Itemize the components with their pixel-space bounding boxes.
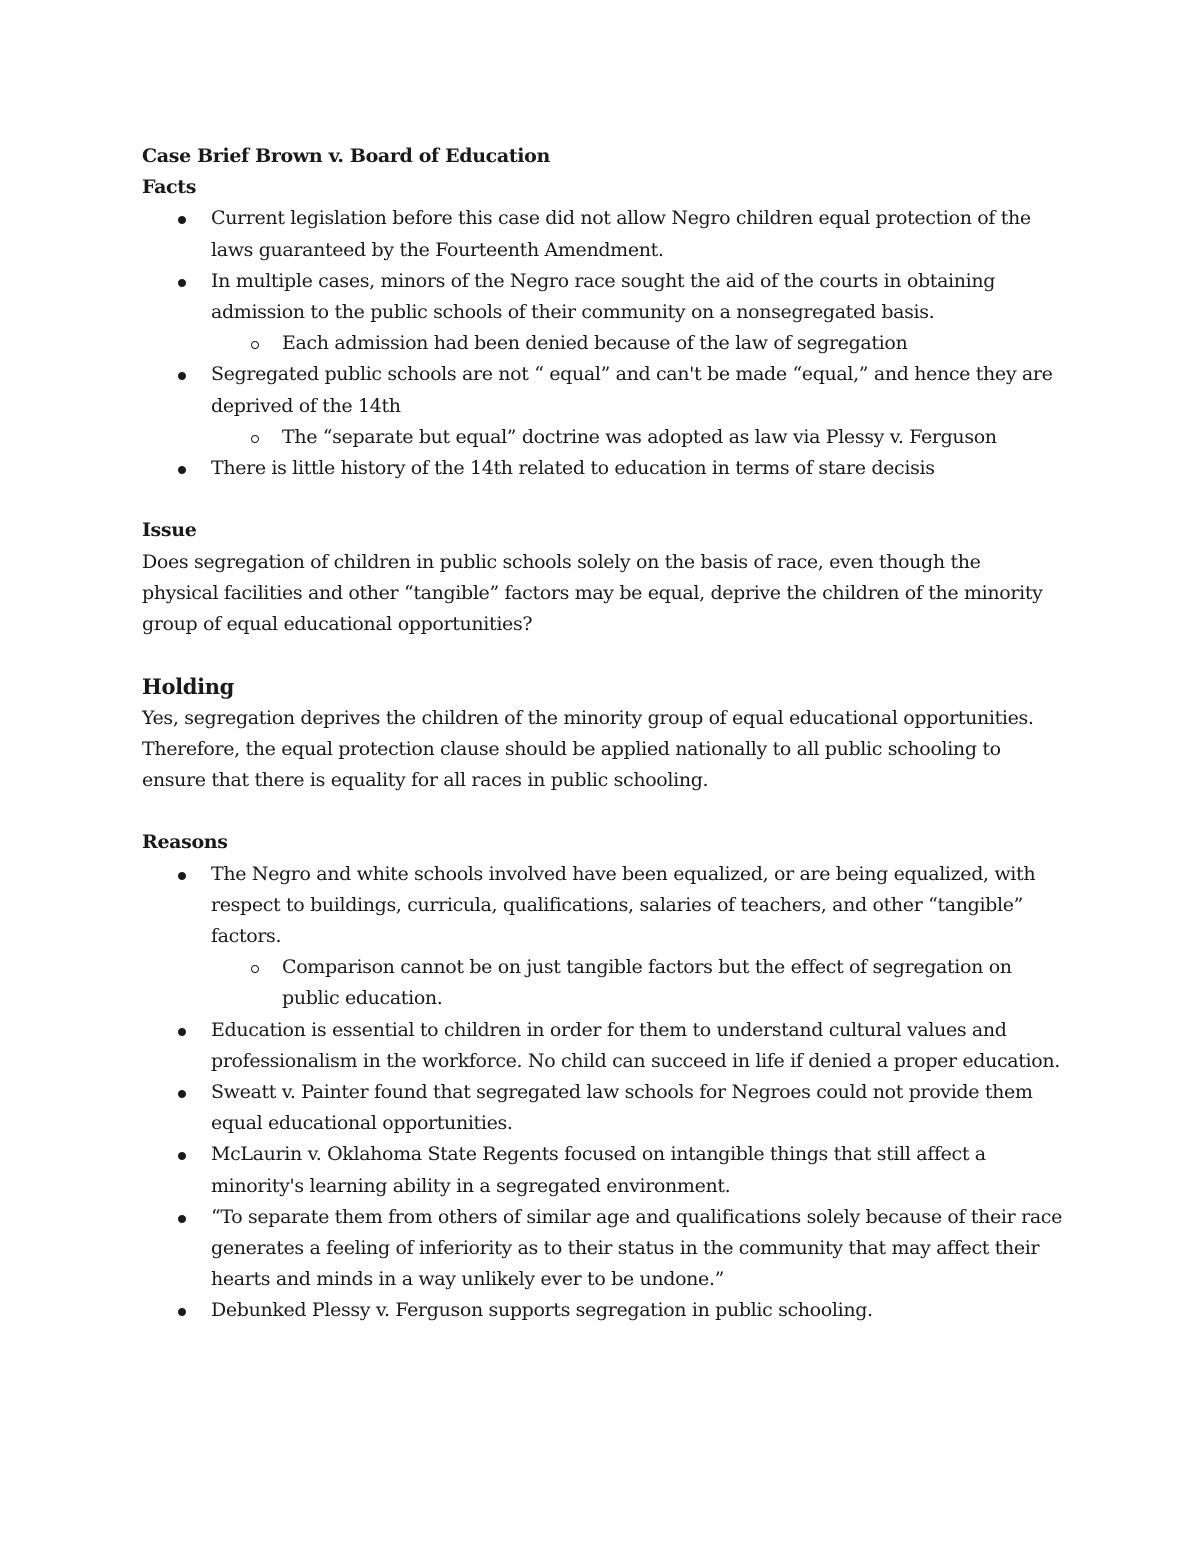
facts-item-text: In multiple cases, minors of the Negro race sought the aid of the courts in obtaining admission to the public schools of their community on a nonsegregated basis. xyxy=(211,269,996,324)
reasons-item xyxy=(142,859,1062,953)
reasons-list xyxy=(142,859,1062,1327)
facts-item xyxy=(142,266,1062,328)
facts-item xyxy=(142,453,1062,484)
reasons-item-text: Education is essential to children in order for them to understand cultural values and professionalism in the workforce. No child can succeed in life if denied a proper education. xyxy=(211,1018,1060,1072)
hollow-bullet-icon xyxy=(251,965,259,973)
reasons-item-text: Debunked Plessy v. Ferguson supports segregation in public schooling. xyxy=(211,1299,873,1322)
reasons-item-text: “To separate them from others of similar age and qualifications solely because of their race generates a feeling of inferiority as to their status in the community that may affect their hearts and minds in a way unlikely ever to be undone.” xyxy=(211,1205,1062,1291)
spacer xyxy=(142,640,1062,671)
facts-heading: Facts xyxy=(142,176,197,199)
facts-item-text: Current legislation before this case did not allow Negro children equal protection of the laws guaranteed by the Fourteenth Amendment. xyxy=(211,207,1031,261)
hollow-bullet-icon xyxy=(251,435,259,443)
spacer xyxy=(142,796,1062,827)
bullet-icon xyxy=(178,1215,186,1223)
reasons-item xyxy=(142,1202,1062,1296)
reasons-subitem-text: Comparison cannot be on just tangible factors but the effect of segregation on public education. xyxy=(282,956,1012,1010)
facts-item xyxy=(142,203,1062,265)
facts-item-text: There is little history of the 14th related to education in terms of stare decisis xyxy=(211,457,935,480)
hollow-bullet-icon xyxy=(251,341,259,349)
holding-heading: Holding xyxy=(142,674,234,700)
reasons-item xyxy=(142,1015,1062,1077)
facts-subitem-text: The “separate but equal” doctrine was adopted as law via Plessy v. Ferguson xyxy=(282,425,997,448)
bullet-icon xyxy=(178,1308,186,1316)
facts-subitem xyxy=(142,328,1062,359)
facts-subitem-text: Each admission had been denied because of the law of segregation xyxy=(282,332,908,355)
bullet-icon xyxy=(178,216,186,224)
document-page xyxy=(142,141,1062,1327)
facts-item-text: Segregated public schools are not “ equal” and can't be made “equal,” and hence they are deprived of the 14th xyxy=(211,363,1053,417)
facts-item xyxy=(142,359,1062,421)
bullet-icon xyxy=(178,1152,186,1160)
reasons-subitem xyxy=(142,952,1062,1014)
facts-subitem xyxy=(142,422,1062,453)
issue-text: Does segregation of children in public schools solely on the basis of race, even though the physical facilities and other “tangible” factors may be equal, deprive the children of the minority group of equal educational opportunities? xyxy=(142,550,1043,636)
reasons-item xyxy=(142,1077,1062,1139)
bullet-icon xyxy=(178,1090,186,1098)
bullet-icon xyxy=(178,1028,186,1036)
document-title: Case Brief Brown v. Board of Education xyxy=(142,145,550,167)
reasons-item-text: The Negro and white schools involved have been equalized, or are being equalized, with respect to buildings, curricula, qualifications, salaries of teachers, and other “tangible” factors. xyxy=(211,862,1036,948)
reasons-item-text: McLaurin v. Oklahoma State Regents focused on intangible things that still affect a minority's learning ability in a segregated environment. xyxy=(211,1143,986,1197)
bullet-icon xyxy=(178,279,186,287)
reasons-item xyxy=(142,1295,1062,1326)
bullet-icon xyxy=(178,466,186,474)
issue-heading: Issue xyxy=(142,519,197,542)
reasons-item-text: Sweatt v. Painter found that segregated law schools for Negroes could not provide them equal educational opportunities. xyxy=(211,1081,1033,1135)
holding-text: Yes, segregation deprives the children of the minority group of equal educational opportunities. Therefore, the equal protection clause should be applied nationally to all public schooling to ensure that there is equality for all races in public schooling. xyxy=(142,706,1034,792)
reasons-item xyxy=(142,1139,1062,1201)
facts-list xyxy=(142,203,1062,484)
bullet-icon xyxy=(178,372,186,380)
spacer xyxy=(142,484,1062,515)
bullet-icon xyxy=(178,872,186,880)
reasons-heading: Reasons xyxy=(142,831,228,854)
